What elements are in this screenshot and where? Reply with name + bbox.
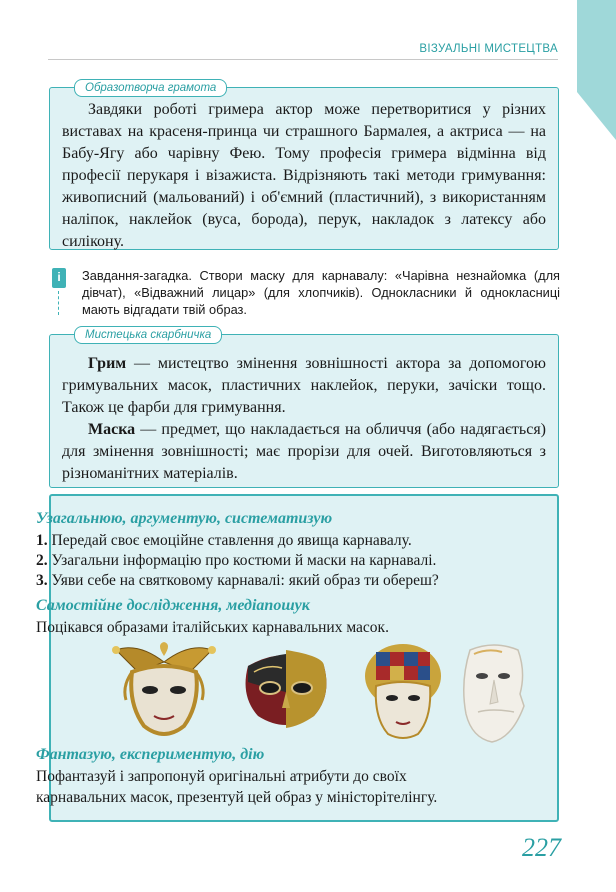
definition-mask-text: — предмет, що накладається на обличчя (або надягається) для змінення зовнішності; має прорізи для очей. Виготовляються з різноманітних матеріалів.: [62, 421, 546, 482]
definition-grim: [62, 353, 546, 419]
term-mask: Маска: [88, 421, 136, 438]
heading-generalize: Узагальнюю, аргументую, систематизую: [36, 510, 333, 527]
research-text: Поцікався образами італійських карнавальних масок.: [36, 619, 389, 636]
task-item-1: [36, 531, 412, 551]
task-item-text: Передай своє емоційне ставлення до явища карнавалу.: [47, 532, 412, 549]
fantasy-text-line-1: Пофантазуй і запропонуй оригінальні атрибути до своїх: [36, 768, 407, 785]
mask-image-gold-jester: [108, 642, 220, 744]
treasury-panel-label: Мистецька скарбничка: [74, 326, 222, 344]
task-item-3: [36, 571, 439, 591]
task-item-number: 2.: [36, 552, 48, 569]
task-marker-line: [58, 291, 59, 315]
fantasy-text-line-2: карнавальних масок, презентуй цей образ у міністорітелінгу.: [36, 789, 438, 806]
task-item-number: 1.: [36, 532, 48, 549]
definition-mask: [62, 419, 546, 485]
header-divider: [48, 59, 558, 60]
grammar-panel-label: Образотворча грамота: [74, 79, 227, 97]
task-item-text: Уяви себе на святковому карнавалі: який образ ти обереш?: [47, 572, 439, 589]
task-item-text: Узагальни інформацію про костюми й маски на карнавалі.: [47, 552, 437, 569]
task-text: Завдання-загадка. Створи маску для карнавалу: «Чарівна незнайомка (для дівчат), «Відважний лицар» (для хлопчиків). Однокласники й однокласниці мають відгадати твій образ.: [82, 268, 560, 317]
grammar-panel: [49, 82, 559, 250]
grammar-text: Завдяки роботі гримера актор може перетворитися у різних виставах на красеня-принца чи страшного Бармалея, а актриса — на Бабу-Ягу або чарівну Фею. Тому професія гримера відмінна від професії перукаря і візажиста. Відрізняють такі методи гримування: живописний (мальований) і об'ємний (пластичний), з використанням наліпок, наклейок (вуса, борода), перук, накладок з латексу або силікону.: [62, 101, 546, 250]
heading-fantasy: Фантазую, експериментую, дію: [36, 746, 265, 763]
mask-image-harlequin: [238, 642, 334, 742]
heading-research: Самостійне дослідження, медіапошук: [36, 597, 310, 614]
page-number: 227: [522, 833, 561, 862]
section-title: ВІЗУАЛЬНІ МИСТЕЦТВА: [419, 43, 558, 55]
corner-tab: [577, 0, 616, 92]
mask-image-bauta: [458, 642, 528, 744]
task-item-2: [36, 551, 436, 571]
term-grim: Грим: [88, 355, 127, 372]
treasury-panel: [49, 329, 559, 488]
definition-grim-text: — мистецтво змінення зовнішності актора за допомогою гримувальних масок, пластичних наклейок, перуки, зачіски тощо. Також це фарби для гримування.: [62, 355, 546, 416]
mask-image-checkered: [362, 642, 444, 744]
info-icon: i: [52, 268, 66, 288]
task-item-number: 3.: [36, 572, 48, 589]
